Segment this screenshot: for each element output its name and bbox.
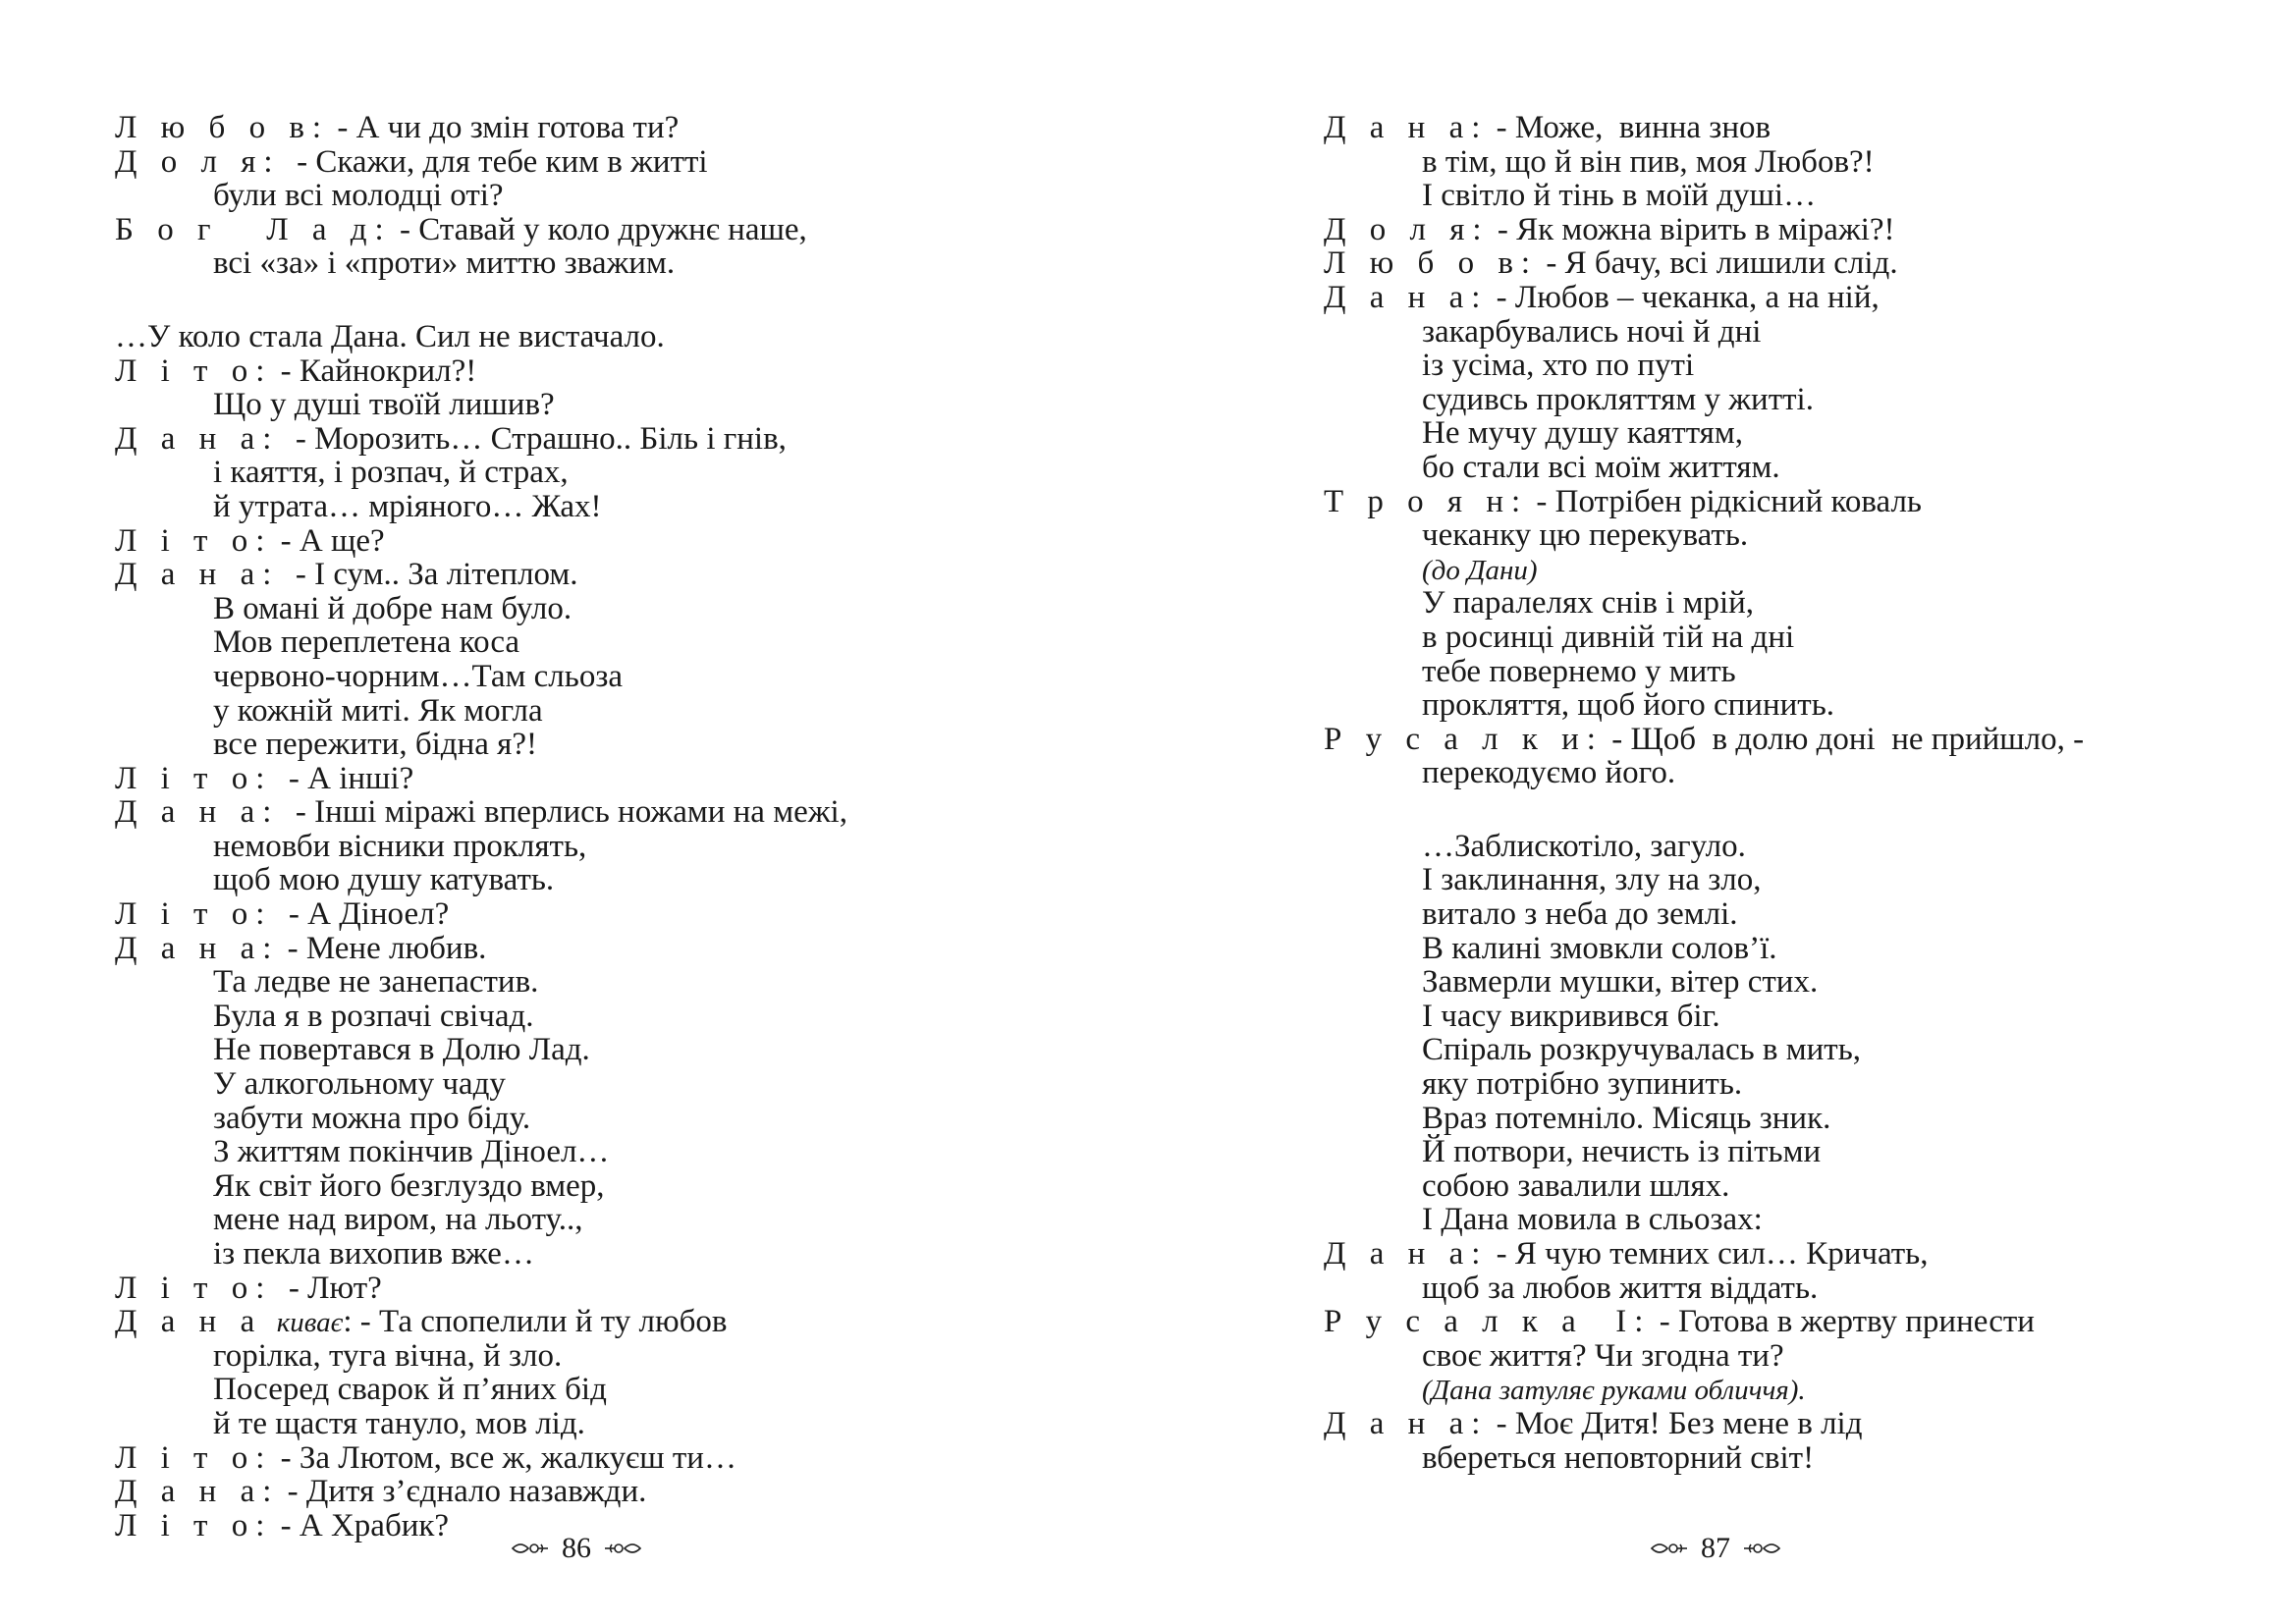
dialogue-line — [1324, 1305, 2084, 1339]
line-text: …У коло стала Дана. Сил не вистачало. — [115, 318, 665, 354]
stage-direction: (до Дани) — [1422, 554, 1538, 586]
verse-line — [1324, 1169, 2084, 1204]
floral-ornament-icon — [1742, 1538, 1781, 1559]
line-text: вбереться неповторний світ! — [1422, 1439, 1815, 1476]
verse-line — [1324, 1102, 2084, 1136]
line-text: щоб мою душу катувать. — [213, 862, 555, 898]
speaker-name: Л і т о: — [115, 896, 273, 933]
speaker-name: Л і т о: — [115, 1439, 273, 1476]
line-text: все пережити, бідна я?! — [213, 727, 537, 763]
line-text: Завмерли мушки, вітер стих. — [1422, 964, 1819, 1001]
verse-line — [115, 1203, 847, 1237]
line-text: забути можна про біду. — [213, 1100, 531, 1136]
line-text: Не мучу душу каяттям, — [1422, 415, 1743, 452]
line-text: судивсь прокляттям у житті. — [1422, 381, 1814, 417]
line-text: - Любов – чеканка, а на ній, — [1488, 279, 1880, 315]
verse-line — [115, 1102, 847, 1136]
line-text: в тім, що й він пив, моя Любов?! — [1422, 143, 1875, 180]
dialogue-line — [115, 1441, 847, 1476]
verse-line — [115, 863, 847, 897]
verse-line — [115, 965, 847, 1000]
left-page-text — [115, 111, 847, 1543]
verse-line — [1324, 416, 2084, 451]
dialogue-line — [1324, 111, 2084, 145]
verse-line — [1324, 1339, 2084, 1374]
line-text: всі «за» і «проти» миттю зважим. — [213, 245, 676, 282]
verse-line — [1324, 830, 2084, 864]
speaker-name: Д а н а: — [1324, 279, 1489, 315]
line-text: Була я в розпачі свічад. — [213, 998, 534, 1034]
line-text: - І сум.. За літеплом. — [279, 557, 578, 593]
line-text: - Ставай у коло дружнє наше, — [391, 211, 807, 247]
speaker-name: Л і т о: — [115, 760, 273, 796]
verse-line — [1324, 1203, 2084, 1237]
verse-line — [1324, 655, 2084, 689]
line-text: Посеред сварок й п’яних бід — [213, 1372, 607, 1408]
line-text: собою завалили шлях. — [1422, 1167, 1730, 1204]
speaker-name: Р у с а л к а І: — [1324, 1304, 1652, 1340]
floral-ornament-icon — [511, 1538, 550, 1559]
line-text: - Інші міражі вперлись ножами на межі, — [279, 794, 847, 831]
stage-direction: (Дана затуляє руками обличчя). — [1422, 1375, 1806, 1407]
line-text: мене над виром, на льоту.., — [213, 1202, 583, 1238]
verse-line — [1324, 621, 2084, 655]
verse-line — [1324, 383, 2084, 417]
line-text: З життям покінчив Діноел… — [213, 1134, 610, 1170]
line-text: І Дана мовила в сльозах: — [1422, 1202, 1763, 1238]
right-page-footer — [1650, 1532, 1781, 1565]
line-text: - За Лютом, все ж, жалкуєш ти… — [272, 1439, 736, 1476]
speaker-name: Б о г Л а д: — [115, 211, 392, 247]
line-text: - Мене любив. — [279, 930, 487, 966]
stanza-break — [1324, 790, 2084, 830]
verse-line — [115, 388, 847, 422]
speaker-name: Л ю б о в: — [1324, 245, 1539, 282]
line-text: - Щоб в долю доні не прийшло, - — [1603, 721, 2085, 757]
verse-line — [1324, 1135, 2084, 1169]
dialogue-line — [115, 1305, 847, 1339]
verse-line — [1324, 349, 2084, 383]
speaker-name: Д а н а: — [115, 1474, 280, 1510]
verse-line — [1324, 863, 2084, 897]
speaker-name: Д а н а: — [115, 930, 280, 966]
verse-line — [1324, 315, 2084, 350]
line-text: - А ще? — [272, 522, 385, 559]
speaker-name: Р у с а л к и: — [1324, 721, 1604, 757]
verse-line — [115, 1000, 847, 1034]
line-text: червоно-чорним…Там сльоза — [213, 658, 624, 694]
verse-line — [115, 1169, 847, 1204]
dialogue-line — [1324, 723, 2084, 757]
line-text: …Заблискотіло, загуло. — [1422, 828, 1746, 864]
verse-line — [1324, 756, 2084, 790]
dialogue-line — [115, 558, 847, 592]
line-text: у кожній миті. Як могла — [213, 692, 543, 729]
dialogue-line — [115, 422, 847, 457]
line-text: - А чи до змін готова ти? — [329, 110, 680, 145]
line-text: Й потвори, нечисть із пітьми — [1422, 1134, 1822, 1170]
line-text: І світло й тінь в моїй душі… — [1422, 178, 1817, 214]
line-text: й те щастя тануло, мов лід. — [213, 1405, 585, 1441]
line-text: - Готова в жертву принести — [1651, 1304, 2035, 1340]
right-page-text — [1324, 111, 2084, 1475]
line-text: І часу викривився біг. — [1422, 998, 1720, 1034]
stage-direction: киває — [262, 1307, 344, 1339]
verse-line — [115, 1067, 847, 1102]
line-text: горілка, туга вічна, й зло. — [213, 1337, 563, 1374]
verse-line — [115, 320, 847, 354]
line-text: В калині змовкли солов’ї. — [1422, 930, 1777, 966]
verse-line — [115, 1407, 847, 1441]
line-text: - Дитя з’єднало назавжди. — [279, 1474, 647, 1510]
line-text: - Скажи, для тебе ким в житті — [280, 143, 708, 180]
stanza-break — [115, 281, 847, 320]
line-text: і каяття, і розпач, й страх, — [213, 455, 569, 491]
verse-line — [1324, 553, 2084, 587]
dialogue-line — [115, 111, 847, 145]
line-text: - А Храбик? — [272, 1507, 450, 1543]
line-text: - Я чую темних сил… Кричать, — [1488, 1236, 1929, 1272]
line-text: Враз потемніло. Місяць зник. — [1422, 1100, 1831, 1136]
line-text: Та ледве не занепастив. — [213, 964, 539, 1001]
speaker-name: Д а н а — [115, 1304, 263, 1340]
verse-line — [1324, 1000, 2084, 1034]
line-text: В омані й добре нам було. — [213, 590, 572, 626]
line-text: із усіма, хто по путі — [1422, 348, 1695, 384]
line-text: Мов переплетена коса — [213, 624, 520, 661]
line-text: перекодуємо його. — [1422, 755, 1676, 791]
line-text: в росинці дивній тій на дні — [1422, 619, 1795, 655]
line-text: чеканку цю перекувать. — [1422, 517, 1749, 554]
verse-line — [1324, 932, 2084, 966]
verse-line — [115, 246, 847, 281]
verse-line — [1324, 1272, 2084, 1306]
verse-line — [115, 660, 847, 694]
speaker-name: Д а н а: — [1324, 1236, 1489, 1272]
line-text: були всі молодці оті? — [213, 178, 504, 214]
verse-line — [115, 490, 847, 524]
line-text: : - Та спопелили й ту любов — [343, 1304, 728, 1340]
left-page-footer — [511, 1532, 642, 1565]
line-text: - Я бачу, всі лишили слід. — [1538, 245, 1898, 282]
dialogue-line — [1324, 1237, 2084, 1272]
dialogue-line — [1324, 281, 2084, 315]
line-text: - Лют? — [272, 1270, 382, 1306]
dialogue-line — [115, 524, 847, 559]
speaker-name: Д а н а: — [115, 794, 280, 831]
speaker-name: Л і т о: — [115, 352, 273, 389]
verse-line — [1324, 518, 2084, 553]
line-text: Як світ його безглуздо вмер, — [213, 1167, 605, 1204]
dialogue-line — [115, 354, 847, 389]
line-text: тебе повернемо у мить — [1422, 653, 1736, 689]
line-text: із пекла вихопив вже… — [213, 1236, 534, 1272]
line-text: - Кайнокрил?! — [272, 352, 477, 389]
verse-line — [1324, 688, 2084, 723]
line-text: - А інші? — [272, 760, 414, 796]
verse-line — [115, 1237, 847, 1272]
page-number: 86 — [562, 1532, 591, 1564]
line-text: яку потрібно зупинить. — [1422, 1066, 1743, 1103]
line-text: Що у душі твоїй лишив? — [213, 387, 555, 423]
dialogue-line — [115, 897, 847, 932]
verse-line — [115, 830, 847, 864]
verse-line — [1324, 897, 2084, 932]
line-text: своє життя? Чи згодна ти? — [1422, 1337, 1784, 1374]
dialogue-line — [1324, 485, 2084, 519]
line-text: - Може, винна знов — [1488, 110, 1771, 145]
speaker-name: Д о л я: — [1324, 211, 1490, 247]
dialogue-line — [1324, 1407, 2084, 1441]
verse-line — [1324, 586, 2084, 621]
dialogue-line — [115, 1475, 847, 1509]
dialogue-line — [1324, 246, 2084, 281]
line-text: У паралелях снів і мрій, — [1422, 585, 1755, 622]
verse-line — [115, 1033, 847, 1067]
dialogue-line — [115, 762, 847, 796]
right-page — [1144, 0, 2289, 1624]
line-text: - А Діноел? — [272, 896, 450, 933]
speaker-name: Л і т о: — [115, 522, 273, 559]
dialogue-line — [115, 932, 847, 966]
floral-ornament-icon — [603, 1538, 642, 1559]
verse-line — [1324, 179, 2084, 213]
line-text: - Морозить… Страшно.. Біль і гнів, — [279, 420, 787, 457]
verse-line — [1324, 1067, 2084, 1102]
speaker-name: Л і т о: — [115, 1507, 273, 1543]
dialogue-line — [115, 1509, 847, 1543]
speaker-name: Д а н а: — [115, 420, 280, 457]
line-text: бо стали всі моїм життям. — [1422, 449, 1780, 485]
verse-line — [115, 1339, 847, 1374]
line-text: - Потрібен рідкісний коваль — [1528, 483, 1922, 519]
speaker-name: Д о л я: — [115, 143, 281, 180]
verse-line — [1324, 965, 2084, 1000]
line-text: - Моє Дитя! Без мене в лід — [1488, 1405, 1863, 1441]
dialogue-line — [1324, 213, 2084, 247]
line-text: І заклинання, злу на зло, — [1422, 862, 1762, 898]
dialogue-line — [115, 145, 847, 180]
verse-line — [115, 1135, 847, 1169]
verse-line — [115, 456, 847, 490]
verse-line — [115, 179, 847, 213]
line-text: витало з неба до землі. — [1422, 896, 1738, 933]
verse-line — [115, 728, 847, 762]
line-text: щоб за любов життя віддать. — [1422, 1270, 1819, 1306]
verse-line — [115, 625, 847, 660]
speaker-name: Д а н а: — [115, 557, 280, 593]
speaker-name: Д а н а: — [1324, 1405, 1489, 1441]
line-text: прокляття, щоб його спинить. — [1422, 687, 1835, 724]
dialogue-line — [115, 1272, 847, 1306]
verse-line — [115, 694, 847, 729]
page-number: 87 — [1701, 1532, 1730, 1564]
dialogue-line — [115, 795, 847, 830]
left-page — [0, 0, 1144, 1624]
verse-line — [115, 592, 847, 626]
verse-line — [1324, 1441, 2084, 1476]
verse-line — [1324, 1373, 2084, 1407]
line-text: У алкогольному чаду — [213, 1066, 506, 1103]
line-text: - Як можна вірить в міражі?! — [1489, 211, 1895, 247]
line-text: Спіраль розкручувалась в мить, — [1422, 1032, 1862, 1068]
verse-line — [1324, 1033, 2084, 1067]
speaker-name: Л і т о: — [115, 1270, 273, 1306]
floral-ornament-icon — [1650, 1538, 1689, 1559]
speaker-name: Т р о я н: — [1324, 483, 1529, 519]
dialogue-line — [115, 213, 847, 247]
verse-line — [115, 1373, 847, 1407]
speaker-name: Д а н а: — [1324, 110, 1489, 145]
line-text: й утрата… мріяного… Жах! — [213, 488, 602, 524]
verse-line — [1324, 451, 2084, 485]
verse-line — [1324, 145, 2084, 180]
speaker-name: Л ю б о в: — [115, 110, 330, 145]
line-text: закарбувались ночі й дні — [1422, 313, 1762, 350]
line-text: немовби вісники проклять, — [213, 828, 587, 864]
line-text: Не повертався в Долю Лад. — [213, 1032, 590, 1068]
